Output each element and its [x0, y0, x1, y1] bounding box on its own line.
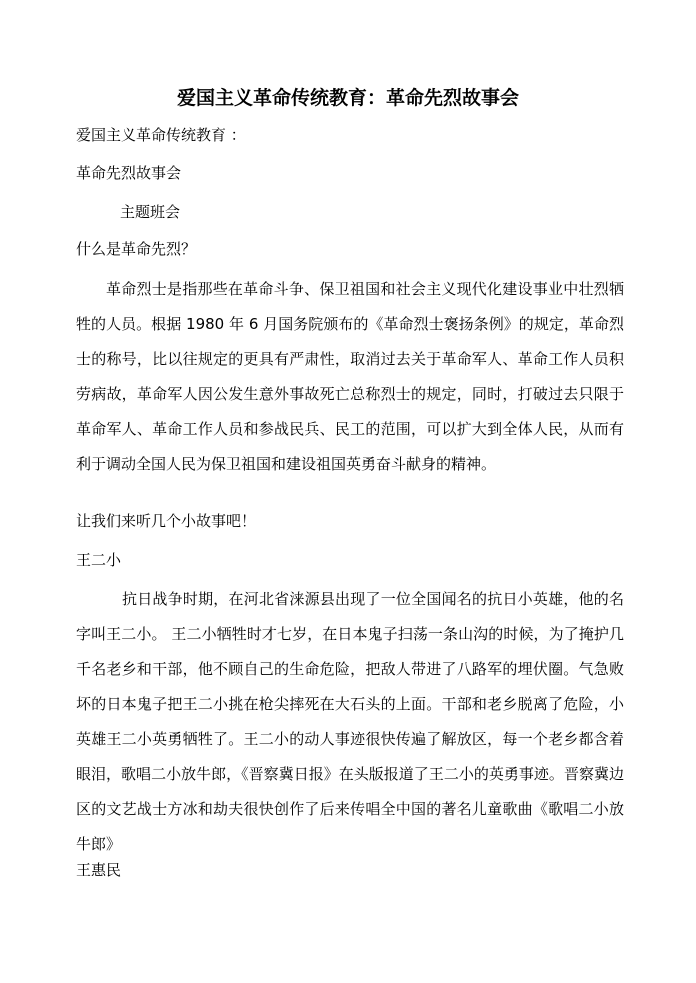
document-title: 爱国主义革命传统教育：革命先烈故事会: [176, 87, 519, 109]
intro-line: 让我们来听几个小故事吧！: [76, 512, 257, 530]
subtitle-line: 爱国主义革命传统教育 ：: [76, 126, 246, 144]
story-paragraph: 抗日战争时期，在河北省涞源县出现了一位全国闻名的抗日小英雄，他的名字叫王二小。 王二小牺牲时才七岁，在日本鬼子扫荡一条山沟的时候，为了掩护几千名老乡和干部，他不顾自己的生命危险，把敌人带进了八路军的埋伏圈。气急败坏的日本鬼子把王二小挑在枪尖摔死在大石头的上面。干部和老乡脱离了危险，小英雄王二小英勇牺牲了。王二小的动人事迹很快传遍了解放区，每一个老乡都含着眼泪，歌唱二小放牛郎，《晋察冀日报》在头版报道了王二小的英勇事迹。晋察冀边区的文艺战士方冰和劫夫很快创作了后来传唱全中国的著名儿童歌曲《歌唱二小放牛郎》: [76, 590, 624, 853]
subtitle-line: 主题班会: [120, 203, 181, 221]
subtitle-line: 革命先烈故事会: [76, 164, 182, 182]
section-heading: 什么是革命先烈？: [76, 240, 197, 258]
story-heading: 王惠民: [76, 861, 122, 879]
story-heading: 王二小: [76, 551, 122, 569]
paragraph-definition: 革命烈士是指那些在革命斗争、保卫祖国和社会主义现代化建设事业中壮烈牺牲的人员。根据 1980 年 6 月国务院颁布的《革命烈士褒扬条例》的规定，革命烈士的称号，比以往规定的更具有严肃性，取消过去关于革命军人、革命工作人员积劳病故，革命军人因公发生意外事故死亡总称烈士的规定，同时，打破过去只限于革命军人、革命工作人员和参战民兵、民工的范围，可以扩大到全体人民，从而有利于调动全国人民为保卫祖国和建设祖国英勇奋斗献身的精神。: [76, 280, 624, 473]
